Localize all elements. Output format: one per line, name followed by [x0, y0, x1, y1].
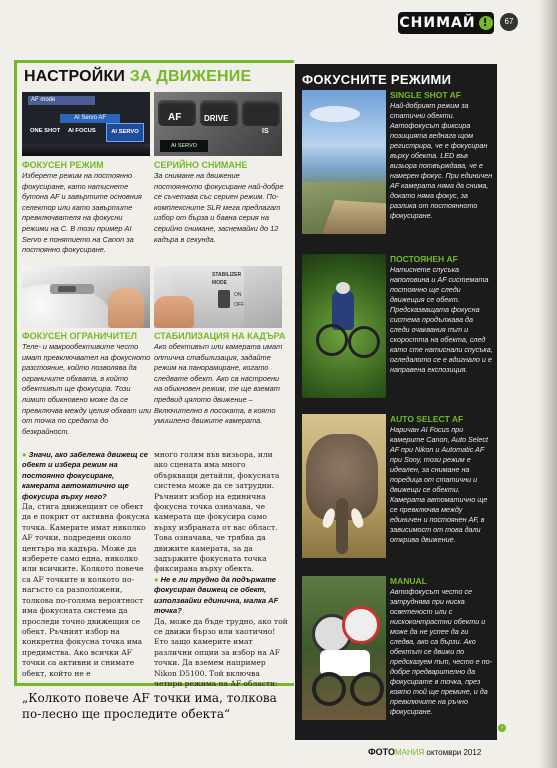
- af-mode-label: AF mode: [28, 96, 95, 105]
- page-edge-shadow: [539, 0, 557, 768]
- caption-title-4: СТАБИЛИЗАЦИЯ НА КАДЪРА: [154, 331, 286, 341]
- opt-ai-focus: AI FOCUS: [68, 128, 96, 134]
- answer-1-continued: много голям във визьора, или ако сцената има много объркващи детайли, фокусната система може да се затрудни. Ръчният избор на единична фокусна точка означава, че камерата ще фокусира само върху избраната от вас област. Това означава, че трябва да движите камерата, за да задържите фокусната точка фиксирана върху обекта.: [154, 450, 280, 574]
- caption-title-1: ФОКУСЕН РЕЖИМ: [22, 160, 104, 170]
- drive-label: DRIVE: [204, 114, 229, 123]
- servo-readout: AI SERVO: [160, 140, 208, 152]
- af-mode-screen-photo: [22, 92, 150, 156]
- title-plain: НАСТРОЙКИ: [24, 68, 126, 85]
- caption-title-2: СЕРИЙНО СНИМАНЕ: [154, 160, 248, 170]
- pull-quote: „Колкото повече AF точки има, толкова по-лесно ще проследите обекта“: [22, 691, 277, 721]
- section-logo: [398, 12, 494, 34]
- footer-issue: октомври 2012: [426, 748, 482, 757]
- mode-text-single-shot: Най-добрият режим за статични обекти. Автофокусът фиксира позицията веднага щом регистрира, че е фокусиран върху обекта. LED във визьора потвърждава, че е намерен фокус. При единичен AF камерата няма да снима, докато няма фокус, за разлика от постоянното фокусиране.: [390, 101, 493, 220]
- mode-title-continuous: ПОСТОЯНЕН AF: [390, 254, 458, 264]
- mountain-biker-photo: [302, 254, 386, 398]
- continue-arrow-icon: ›: [498, 724, 506, 732]
- elephant-photo: [302, 414, 386, 558]
- footer: [368, 747, 481, 757]
- footer-brand-2: МАНИЯ: [394, 748, 425, 757]
- answer-1: Да, стига движещият се обект да е покрит от активна фокусна точка. Камерите имат няколко AF точки, подредени около центъра на кадъра. Може да изберете само една, няколко или всичките. Колкото повече са AF точките и колкото по-нагъсто са разположени, толкова по-голяма вероятност има фокусната система да проследи точно движещия се обект. Ръчният избор на конкретна фокусна точка има предимства. Ако всички AF точки са активни и снимате обект, който не е: [22, 502, 150, 678]
- mode-text-continuous: Натиснете спусъка наполовина и AF системата постоянно ще следи движещия се обект. Предсказващата фокусна система продължава да следи очаквания път и скоростта на обекта, след като сте натиснали спусъка, огледалото се е вдигнало и е направена експозиция.: [390, 265, 493, 374]
- mode-title-single-shot: SINGLE SHOT AF: [390, 90, 461, 100]
- stabilizer-on-label: ON: [234, 292, 242, 298]
- mode-text-manual: Автофокусът често се затруднява при ниска осветеност или с нискоконтрастни обекти и може да не успее да ги следва, ако са бързи. Ако обектът се движи по предсказуем път, често е по-добре предварително да фокусирате в точка, през която той ще премине, и да превключите на ръчно фокусиране.: [390, 587, 492, 716]
- question-1: ● Значи, ако забележа движещ се обект и избера режим на постоянно фокусиране, камерата автоматично ще фокусира върху него?: [22, 450, 148, 501]
- section-logo-text: СНИМАЙ: [399, 15, 476, 31]
- mode-title-manual: MANUAL: [390, 576, 427, 586]
- left-section-title: [24, 68, 251, 86]
- opt-one-shot: ONE SHOT: [30, 128, 61, 134]
- drive-buttons-photo: [154, 92, 282, 156]
- mode-text-auto-select: Наричан AI Focus при камерите Canon, Auto Select AF при Nikon и Automatic AF при Sony, този режим е идеален, за снимане на поредица от статични и движещи се обекти. Камерата автоматично ще се превключва между единичен и постоянен AF, в зависимост от това дали открива движение.: [390, 425, 488, 544]
- stabilizer-off-label: OFF: [234, 302, 244, 308]
- focus-modes-title: ФОКУСНИТЕ РЕЖИМИ: [302, 72, 452, 87]
- body-column-2: [154, 450, 288, 689]
- stabilizer-mode-label: MODE: [212, 280, 227, 286]
- stabilizer-label: STABILIZER: [212, 272, 242, 278]
- question-1-text: Значи, ако забележа движещ се обект и избера режим на постоянно фокусиране, камерата автоматично ще фокусира върху него?: [22, 450, 148, 501]
- body-column-1: [22, 450, 150, 679]
- question-2-text: Не е ли трудно да подържате фокусиран движещ се обект, използвайки единична, малка AF точка?: [154, 574, 279, 616]
- caption-text-3: Теле- и макрообективите често имат превключвател на фокусното разстояние, който позволява да ограничите обхвата, в който обективът ще фокусира. Този лимит обикновено може да се превключва между целия обхват или от точка по средата до безкрайност.: [22, 342, 152, 436]
- answer-2: Да, може да бъде трудно, ако той се движи бързо или хаотично! Ето защо камерите имат различни опции за избор на AF точки. Да вземем например Nikon D5100. Той включва четири режима на AF области:: [154, 616, 288, 688]
- motocross-photo: [302, 576, 386, 720]
- footer-brand: ФОТО: [368, 747, 395, 757]
- focus-limiter-lens-photo: [22, 266, 150, 328]
- caption-text-1: Изберете режим на постоянно фокусиране, като натиснете бутона AF и завъртите основния селектор или като завъртите превключвателя на фокусни режими на С. В този пример AI Servo е понятието на Canon за постоянно фокусиране.: [22, 171, 142, 255]
- title-green: ЗА ДВИЖЕНИЕ: [129, 68, 252, 85]
- stabilizer-switch-photo: [154, 266, 282, 328]
- logo-mark: !: [479, 16, 493, 30]
- caption-title-3: ФОКУСЕН ОГРАНИЧИТЕЛ: [22, 331, 137, 341]
- iso-label: IS: [262, 128, 269, 135]
- af-label: AF: [168, 112, 182, 123]
- question-2: ● Не е ли трудно да подържате фокусиран движещ се обект, използвайки единична, малка AF точка?: [154, 574, 279, 616]
- mode-title-auto-select: AUTO SELECT AF: [390, 414, 464, 424]
- page-number: 67: [500, 13, 518, 31]
- caption-text-4: Ако обективът или камерата имат оптична стабилизация, задайте режим на панорамиране, когато следвате обект. Ако са настроени на обикновен режим, те ще вземат предвид цялото движение – Включително в посоката, в която умишлено движите камерата.: [154, 342, 283, 426]
- opt-ai-servo: AI SERVO: [106, 123, 144, 142]
- coastline-photo: [302, 90, 386, 234]
- af-selected-label: AI Servo AF: [60, 114, 120, 123]
- caption-text-2: За снимане на движение постоянното фокусиране най-добре се съчетава със сериен режим. По-комплексните SLR мега предлагат избор от бърза и бавна серия на серийно снимане, заснемайки до 12 кадъра в секунда.: [154, 171, 284, 244]
